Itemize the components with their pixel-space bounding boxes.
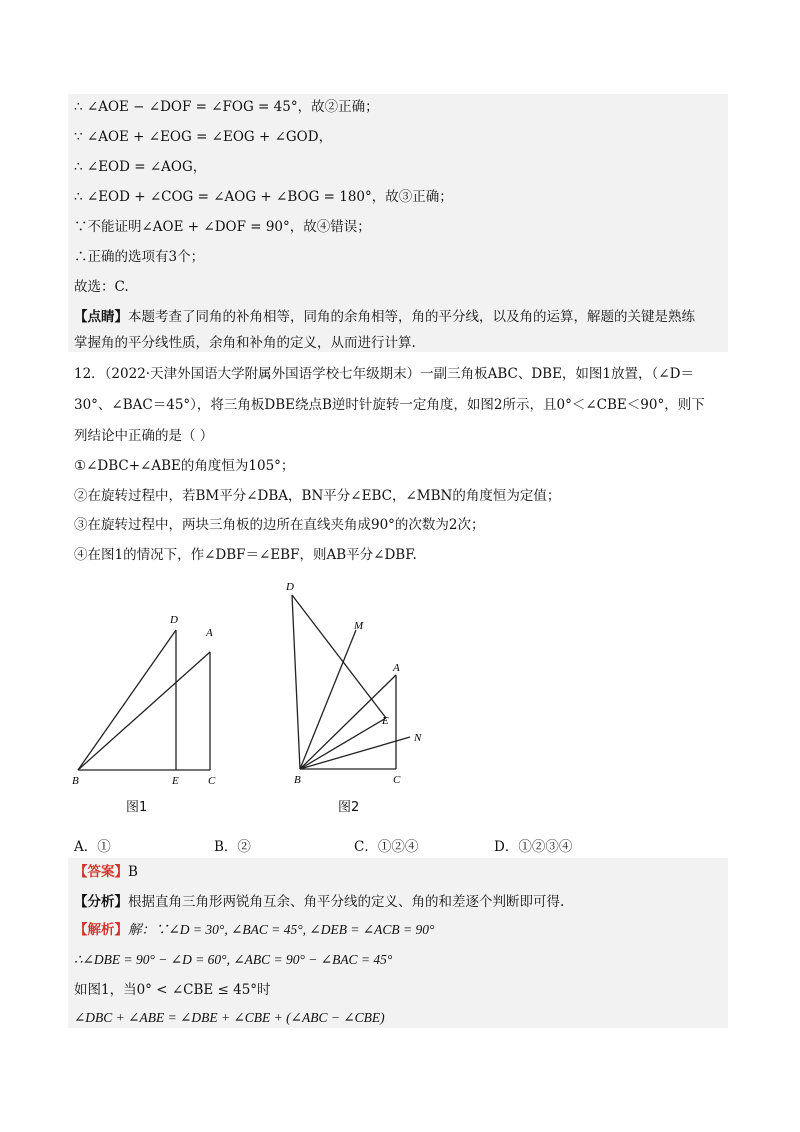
fig2-seg-be — [300, 718, 386, 769]
fig2-label-m: M — [354, 620, 364, 632]
fig2-label-d: D — [286, 581, 294, 593]
prev-line-4: ∴ ∠EOD + ∠COG = ∠AOG + ∠BOG = 180°，故③正确； — [74, 189, 453, 205]
fig1-seg-bd — [78, 630, 176, 770]
figure-2-caption: 图2 — [338, 800, 360, 815]
prev-line-7: 故选：C. — [74, 279, 129, 295]
figure-1 — [60, 600, 240, 790]
solution-line-2: ∴∠DBE = 90° − ∠D = 60°, ∠ABC = 90° − ∠BAC = 45° — [74, 952, 393, 967]
prev-line-3: ∴ ∠EOD = ∠AOG， — [74, 159, 207, 175]
statement-2: ②在旋转过程中，若BM平分∠DBA，BN平分∠EBC，∠MBN的角度恒为定值； — [74, 488, 561, 504]
comment-line-2: 掌握角的平分线性质，余角和补角的定义，从而进行计算. — [74, 335, 416, 351]
figure-2 — [280, 575, 440, 790]
statement-1: ①∠DBC+∠ABE的角度恒为105°； — [74, 458, 295, 474]
comment-tag: 【点睛】 — [74, 309, 128, 325]
option-a[interactable]: A．① — [74, 839, 111, 855]
fig2-seg-bd — [292, 595, 300, 769]
comment-line-1 — [74, 307, 695, 327]
fig2-label-b: B — [294, 774, 301, 786]
question-line-2: 30°、∠BAC＝45°），将三角板DBE绕点B逆时针旋转一定角度，如图2所示，且0°＜∠CBE＜90°，则下 — [74, 397, 705, 413]
option-c[interactable]: C．①②④ — [354, 839, 419, 855]
prev-line-5: ∵不能证明∠AOE + ∠DOF = 90°，故④错误； — [74, 219, 371, 235]
fig2-seg-de — [292, 595, 386, 718]
solution-line-3: 如图1，当0° < ∠CBE ≤ 45°时 — [74, 982, 271, 998]
fig1-label-a: A — [206, 627, 213, 639]
solution-line-4: ∠DBC + ∠ABE = ∠DBE + ∠CBE + (∠ABC − ∠CBE) — [74, 1010, 385, 1025]
prev-line-1: ∴ ∠AOE − ∠DOF = ∠FOG = 45°，故②正确； — [74, 99, 379, 115]
solution-text-1: 解：∵∠D = 30°, ∠BAC = 45°, ∠DEB = ∠ACB = 90° — [128, 922, 435, 937]
fig1-label-d: D — [170, 614, 178, 626]
question-line-3: 列结论中正确的是（ ） — [74, 428, 214, 444]
fig2-seg-bm — [300, 630, 356, 769]
question-line-1: 12．（2022·天津外国语大学附属外国语学校七年级期末）一副三角板ABC、DBE，如图1放置，（∠D＝ — [74, 366, 694, 382]
analysis-text: 根据直角三角形两锐角互余、角平分线的定义、角的和差逐个判断即可得. — [128, 894, 565, 910]
statement-3: ③在旋转过程中，两块三角板的边所在直线夹角成90°的次数为2次； — [74, 517, 485, 533]
fig1-label-e: E — [172, 775, 179, 787]
fig1-label-c: C — [208, 775, 216, 787]
solution-tag: 【解析】 — [74, 922, 128, 938]
solution-band — [68, 858, 728, 1028]
figure-1-caption: 图1 — [126, 800, 148, 815]
comment-text-1: 本题考查了同角的补角相等，同角的余角相等，角的平分线，以及角的运算，解题的关键是熟练 — [128, 309, 695, 325]
answer-value: B — [128, 864, 138, 880]
answer-tag: 【答案】 — [74, 864, 128, 880]
fig2-label-a: A — [393, 662, 400, 674]
prev-line-2: ∵ ∠AOE + ∠EOG = ∠EOG + ∠GOD， — [74, 129, 333, 145]
option-d[interactable]: D．①②③④ — [494, 839, 573, 855]
option-b[interactable]: B．② — [214, 839, 251, 855]
fig1-seg-ba — [78, 652, 210, 770]
fig2-label-c: C — [393, 774, 401, 786]
analysis-tag: 【分析】 — [74, 894, 128, 910]
fig2-label-e: E — [382, 715, 389, 727]
statement-4: ④在图1的情况下，作∠DBF＝∠EBF，则AB平分∠DBF. — [74, 547, 417, 563]
fig1-label-b: B — [72, 775, 79, 787]
prev-line-6: ∴正确的选项有3个； — [74, 249, 205, 265]
solution-line-1 — [74, 920, 434, 940]
fig2-label-n: N — [414, 732, 422, 744]
analysis-line — [74, 892, 564, 912]
answer-line — [74, 862, 138, 882]
